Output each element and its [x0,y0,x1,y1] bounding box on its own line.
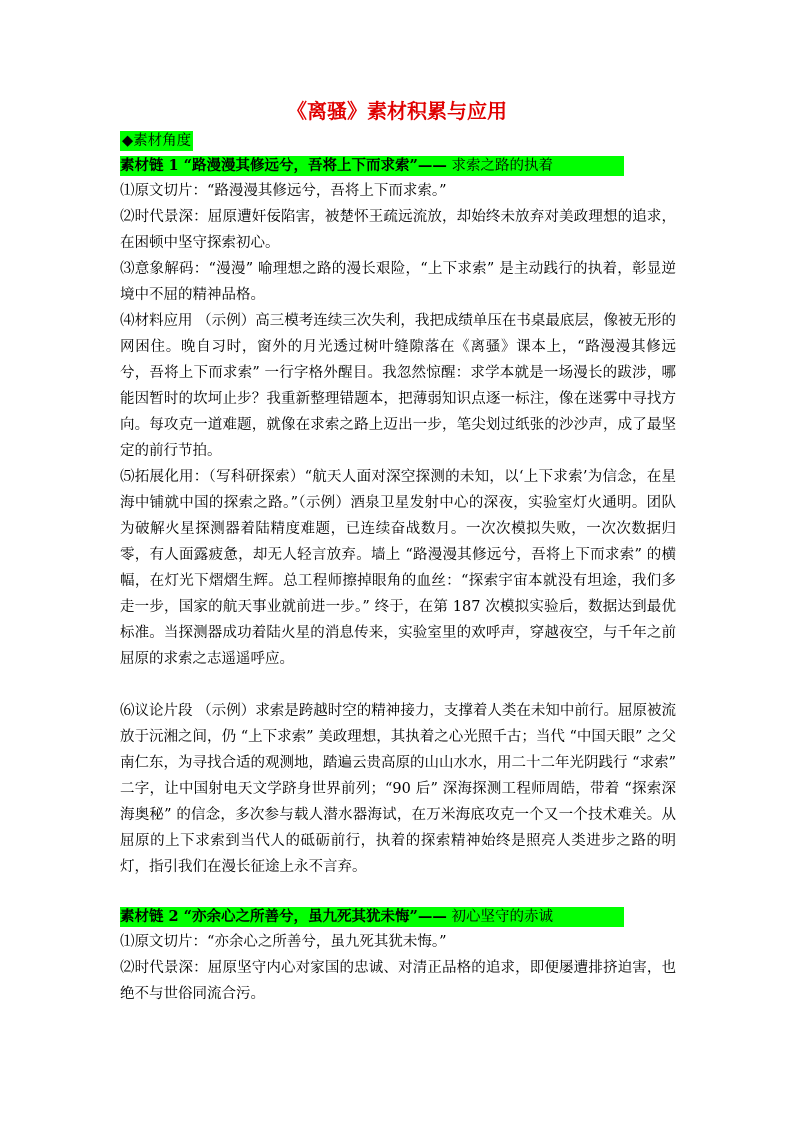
paragraph-historical-context: ⑵时代景深：屈原遭奸佞陷害，被楚怀王疏远流放，却始终未放弃对美政理想的追求，在困顿中坚守探索初心。 [120,209,676,251]
paragraph-original-excerpt: ⑴原文切片：“亦余心之所善兮，虽九死其犹未悔。” [120,934,447,950]
chain-heading-theme: 求索之路的执着 [446,158,553,174]
paragraph-original-excerpt: ⑴原文切片：“路漫漫其修远兮，吾将上下而求索。” [120,183,447,199]
chain-heading-main: 素材链 1 “路漫漫其修远兮，吾将上下而求索”—— [120,157,447,174]
page-title: 《离骚》素材积累与应用 [287,99,507,123]
paragraph-historical-context: ⑵时代景深：屈原坚守内心对家国的忠诚、对清正品格的追求，即便屡遭排挤迫害，也绝不与世俗同流合污。 [120,960,676,1002]
material-chain-2-heading [120,907,624,927]
section-tag: ◆素材角度 [122,133,192,149]
material-chain-1-heading [120,156,624,176]
paragraph-material-application: ⑷材料应用 （示例）高三模考连续三次失利，我把成绩单压在书桌最底层，像被无形的网困住。晚自习时，窗外的月光透过树叶缝隙落在《离骚》课本上，“路漫漫其修远兮，吾将上下而求索” 一行字格外醒目。我忽然惊醒：求学本就是一场漫长的跋涉，哪能因暂时的坎坷止步？我重新整理错题本，把薄弱知识点逐一标注，像在迷雾中寻找方向。每攻克一道难题，就像在求索之路上迈出一步，笔尖划过纸张的沙沙声，成了最坚定的前行节拍。 [120,313,676,459]
paragraph-imagery-decoding: ⑶意象解码：“漫漫” 喻理想之路的漫长艰险，“上下求索” 是主动践行的执着，彰显逆境中不屈的精神品格。 [120,261,676,303]
paragraph-extended-usage: ⑸拓展化用：（写科研探索）“航天人面对深空探测的未知，以‘上下求索’为信念，在星海中铺就中国的探索之路。”（示例）酒泉卫星发射中心的深夜，实验室灯火通明。团队为破解火星探测器着陆精度难题，已连续奋战数月。一次次模拟失败，一次次数据归零，有人面露疲惫，却无人轻言放弃。墙上 “路漫漫其修远兮，吾将上下而求索” 的横幅，在灯光下熠熠生辉。总工程师擦掉眼角的血丝：“探索宇宙本就没有坦途，我们多走一步，国家的航天事业就前进一步。” 终于，在第 187 次模拟实验后，数据达到最优标准。当探测器成功着陆火星的消息传来，实验室里的欢呼声，穿越夜空，与千年之前屈原的求索之志遥遥呼应。 [120,469,676,667]
chain-heading-main: 素材链 2 “亦余心之所善兮，虽九死其犹未悔”—— [120,908,447,925]
chain-heading-theme: 初心坚守的赤诚 [446,909,553,925]
paragraph-argument-excerpt: ⑹议论片段 （示例）求索是跨越时空的精神接力，支撑着人类在未知中前行。屈原被流放于沅湘之间，仍 “上下求索” 美政理想，其执着之心光照千古；当代 “中国天眼” 之父南仁东，为寻找合适的观测地，踏遍云贵高原的山山水水，用二十二年光阴践行 “求索” 二字，让中国射电天文学跻身世界前列；“90 后” 深海探测工程师周皓，带着 “探索深海奥秘” 的信念，多次参与载人潜水器海试，在万米海底攻克一个又一个技术难关。从屈原的上下求索到当代人的砥砺前行，执着的探索精神始终是照亮人类进步之路的明灯，指引我们在漫长征途上永不言弃。 [120,703,676,875]
